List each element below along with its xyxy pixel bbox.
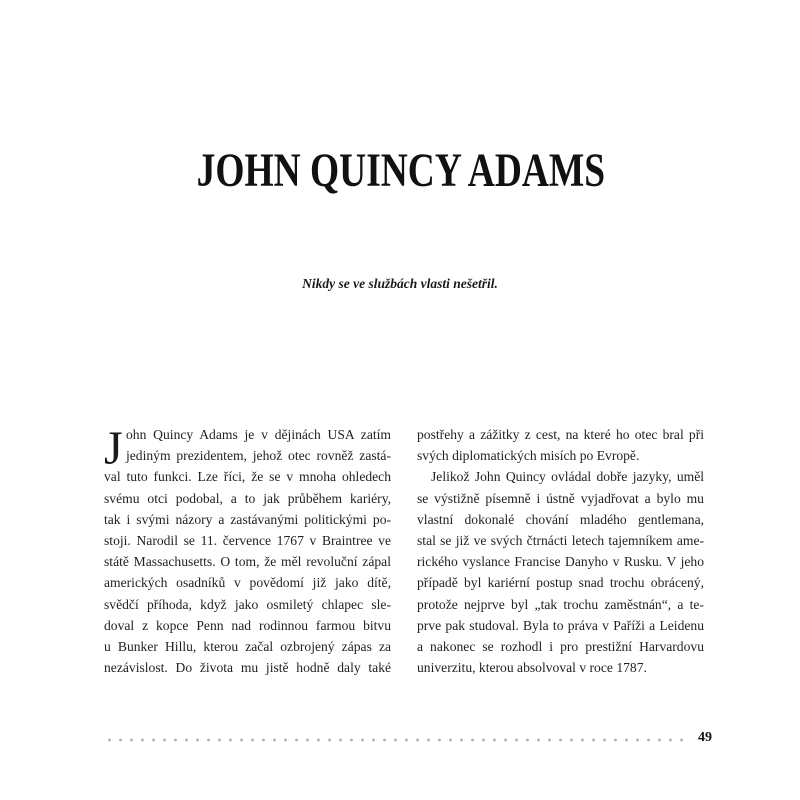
text-line: svědčí příhoda, když jako osmiletý chlapec sle- xyxy=(104,596,391,612)
text-line: univerzitu, kterou absolvoval v roce 1787. xyxy=(417,660,647,676)
drop-cap: J xyxy=(104,422,123,475)
text-line: prve pak studoval. Byla to práva v Paříži a Leidenu xyxy=(417,617,704,633)
page-number: 49 xyxy=(698,730,712,745)
text-line: a nakonec se rozhodl i pro prestižní Harvardovu xyxy=(417,638,704,654)
text-line: doval z kopce Penn nad rodinnou farmou bitvu xyxy=(104,617,392,633)
text-line: rického vyslance Francise Danyho v Rusku. V jeho xyxy=(417,554,704,570)
text-line: u Bunker Hillu, kterou začal ozbrojený zápas za xyxy=(104,638,392,654)
text-line: nezávislost. Do života mu jistě hodně daly také xyxy=(104,660,392,676)
text-line: protože nejprve byl „tak trochu zaměstnán“, a te- xyxy=(417,596,704,612)
text-line: svých diplomatických misích po Evropě. xyxy=(417,448,640,464)
text-line: případě byl kariérní postup snad trochu obrácený, xyxy=(417,575,705,591)
text-line: státě Massachusetts. O tom, že měl revoluční zápal xyxy=(104,554,391,570)
chapter-motto: Nikdy se ve službách vlasti nešetřil. xyxy=(302,276,498,291)
text-line: val tuto funkci. Lze říci, že se v mnoha ohledech xyxy=(104,469,392,485)
text-line: stoji. Narodil se 11. července 1767 v Braintree ve xyxy=(104,532,392,548)
text-column-right xyxy=(417,424,704,678)
text-line: postřehy a zážitky z cest, na které ho otec bral při xyxy=(417,427,705,442)
text-line: vlastní dokonalé chování mladého gentlemana, xyxy=(417,511,704,527)
text-line: se výstižně písemně i ústně vyjadřovat a bylo mu xyxy=(417,490,704,506)
text-line: ohn Quincy Adams je v dějinách USA zatím xyxy=(126,427,391,442)
text-column-left xyxy=(104,424,391,678)
chapter-title: JOHN QUINCY ADAMS xyxy=(196,144,606,197)
text-line: amerických osadníků v povědomí již jako dítě, xyxy=(104,575,391,591)
text-line: stal se již ve svých čtrnácti letech tajemníkem ame- xyxy=(417,532,705,548)
text-line: svému otci podobal, a to jak průběhem kariéry, xyxy=(104,490,392,506)
text-line: Jelikož John Quincy ovládal dobře jazyky, uměl xyxy=(431,469,705,485)
text-line: tak i svými názory a zastávanými politickými po- xyxy=(104,511,392,527)
text-line: jediným prezidentem, jehož otec rovněž zastá- xyxy=(126,448,391,464)
footer-dotted-rule xyxy=(104,738,684,742)
